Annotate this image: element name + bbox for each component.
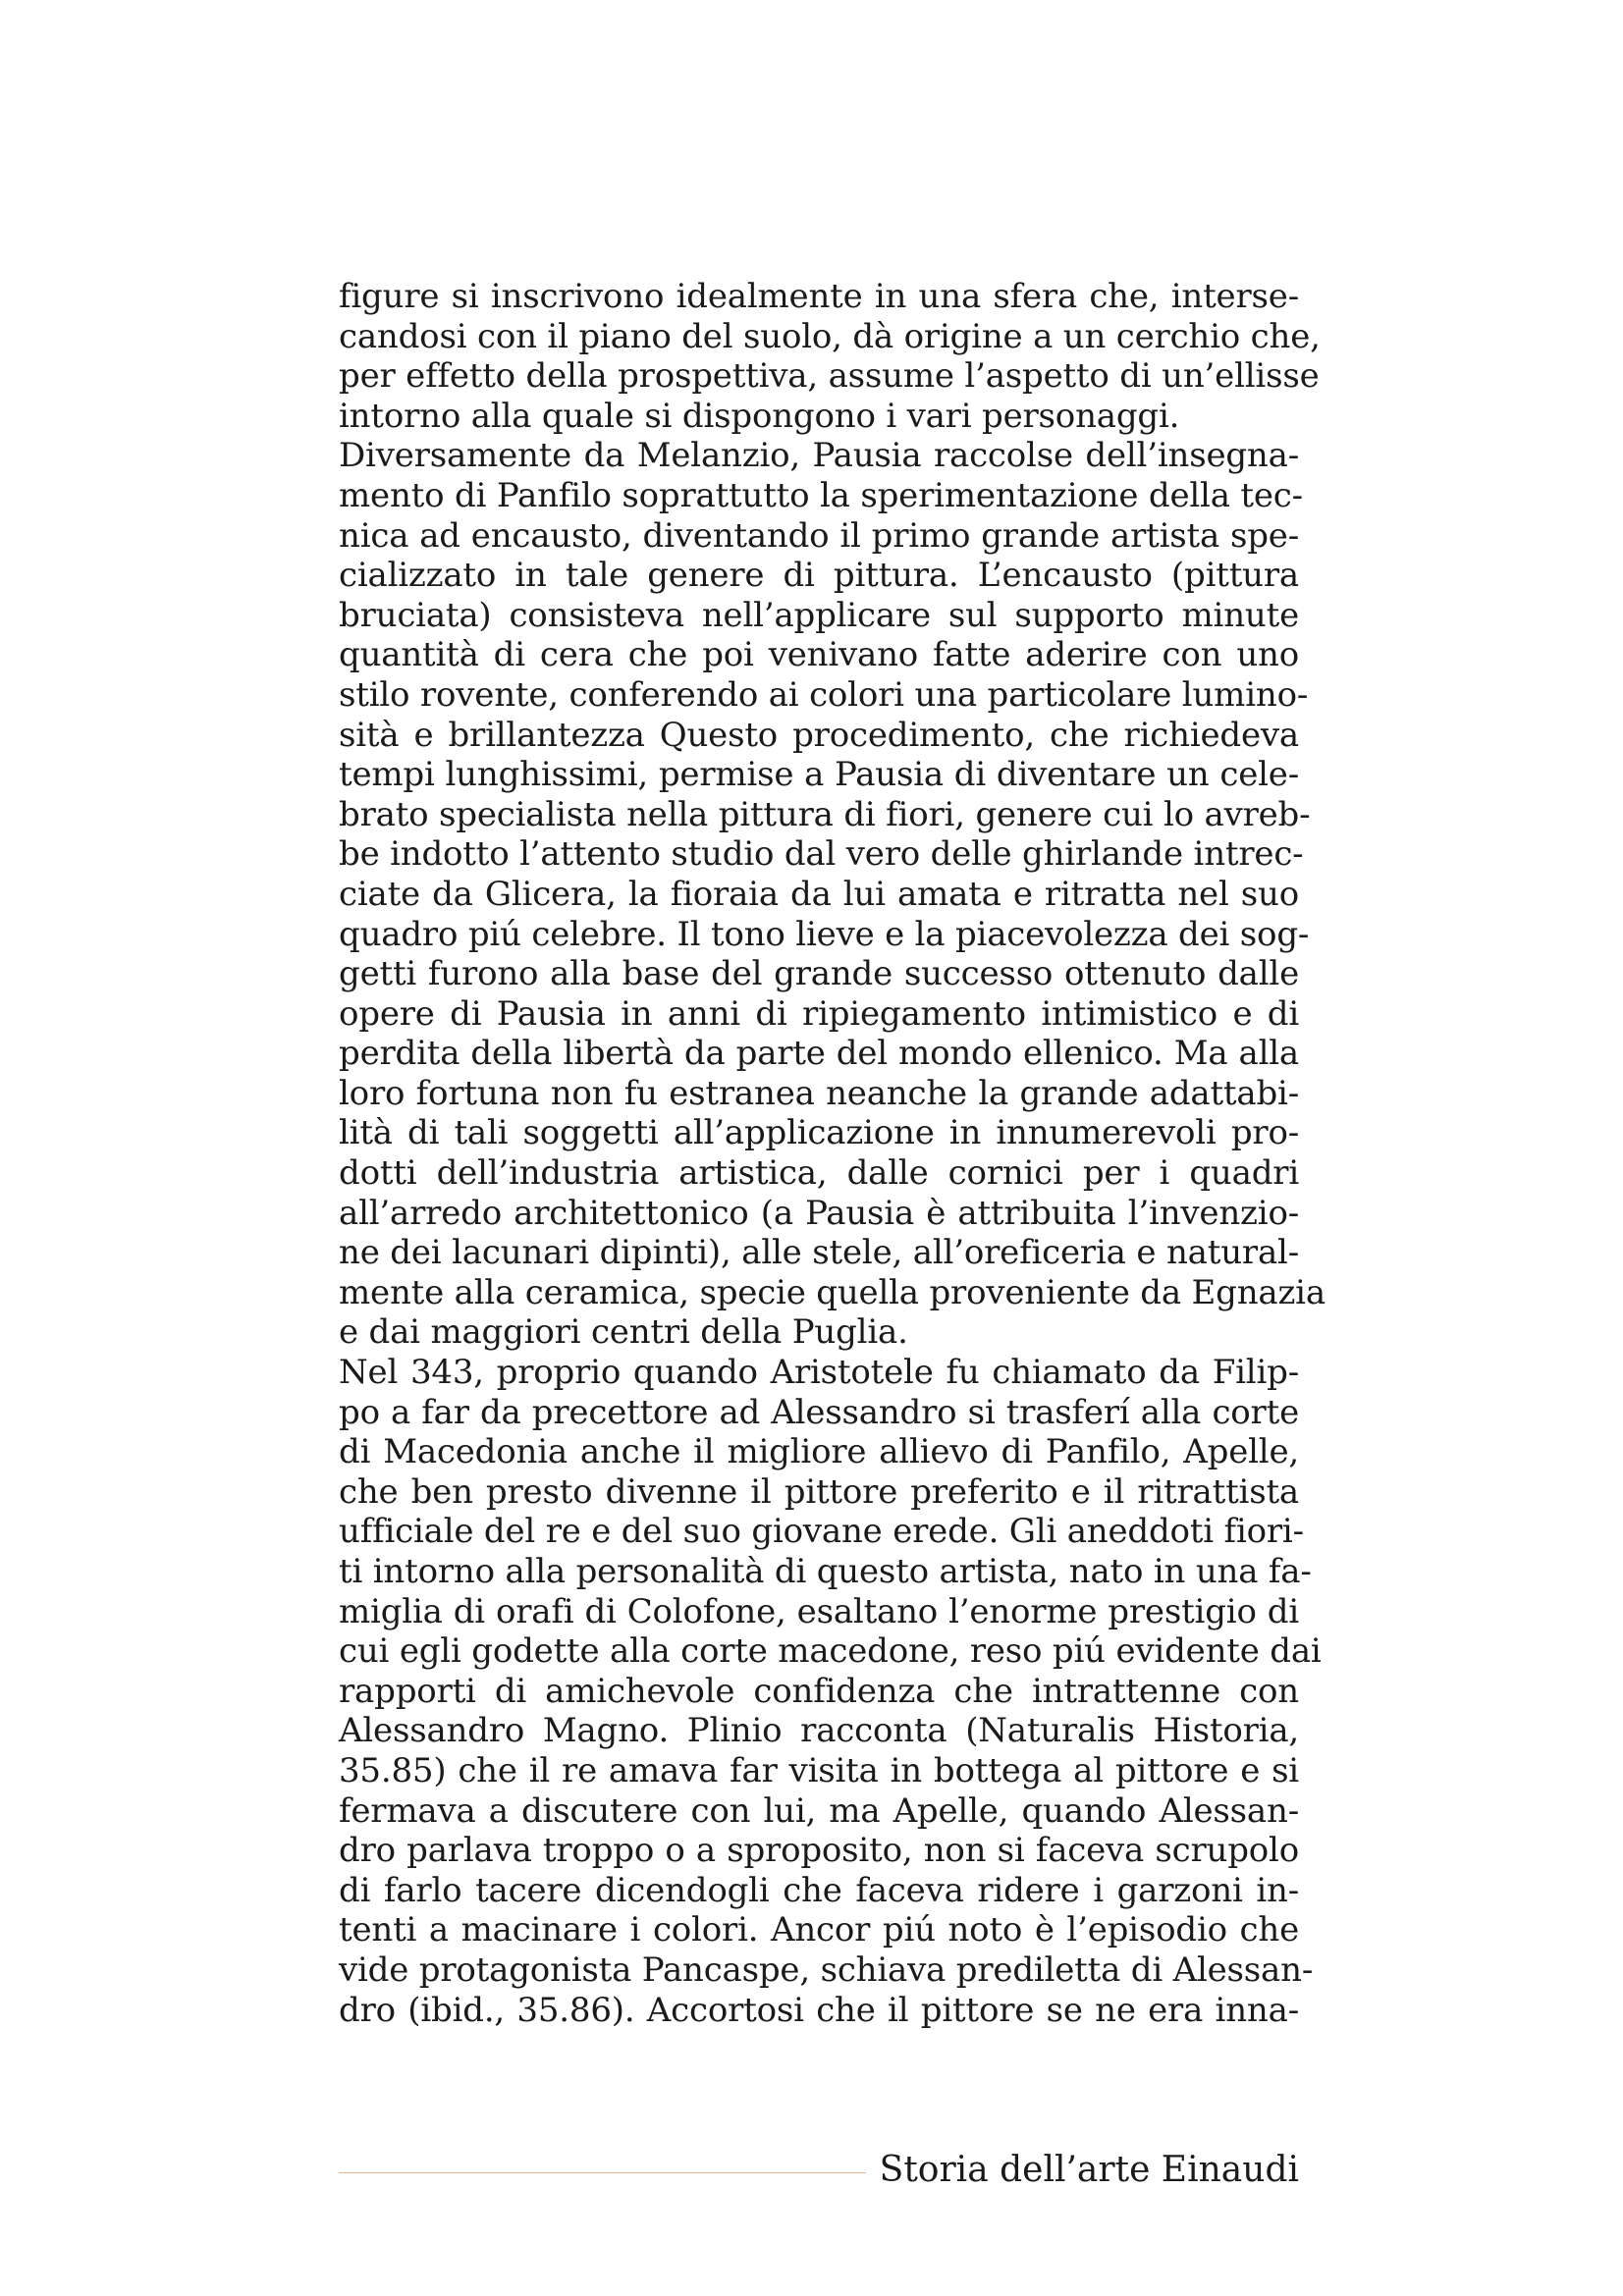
text-line: ne dei lacunari dipinti), alle stele, all’oreficeria e natural- [339, 1233, 1299, 1273]
text-line: quantità di cera che poi venivano fatte aderire con uno [339, 635, 1299, 675]
text-line: opere di Pausia in anni di ripiegamento intimistico e di [339, 993, 1299, 1034]
text-line: dotti dell’industria artistica, dalle cornici per i quadri [339, 1153, 1299, 1194]
text-line: be indotto l’attento studio dal vero delle ghirlande intrec- [339, 834, 1304, 875]
text-line: perdita della libertà da parte del mondo ellenico. Ma alla [339, 1034, 1299, 1074]
text-line: ciate da Glicera, la fioraia da lui amata e ritratta nel suo [339, 874, 1299, 914]
text-line: miglia di orafi di Colofone, esaltano l’enorme prestigio di [339, 1591, 1299, 1631]
text-line: Diversamente da Melanzio, Pausia raccolse dell’insegna- [339, 436, 1299, 476]
page-footer [339, 2146, 1299, 2195]
text-line: Alessandro Magno. Plinio racconta (Naturalis Historia, [339, 1711, 1299, 1751]
footer-title: Storia dell’arte Einaudi [879, 2150, 1299, 2190]
text-line: lità di tali soggetti all’applicazione in innumerevoli pro- [339, 1113, 1299, 1153]
text-line: candosi con il piano del suolo, dà origine a un cerchio che, [339, 316, 1321, 356]
text-line: dro (ibid., 35.86). Accortosi che il pittore se ne era inna- [339, 1990, 1299, 2030]
text-line: che ben presto divenne il pittore preferito e il ritrattista [339, 1471, 1299, 1512]
text-line: quadro piú celebre. Il tono lieve e la piacevolezza dei sog- [339, 914, 1310, 954]
paragraph-3 [339, 1353, 1322, 2030]
text-line: stilo rovente, conferendo ai colori una particolare lumino- [339, 674, 1309, 715]
text-line: nica ad encausto, diventando il primo grande artista spe- [339, 515, 1299, 556]
text-line: 35.85) che il re amava far visita in bottega al pittore e si [339, 1750, 1299, 1790]
text-line: sità e brillantezza Questo procedimento, che richiedeva [339, 715, 1299, 755]
text-line: ti intorno alla personalità di questo artista, nato in una fa- [339, 1552, 1312, 1591]
text-line: fermava a discutere con lui, ma Apelle, quando Alessan- [339, 1790, 1299, 1831]
text-line: cializzato in tale genere di pittura. L’encausto (pittura [339, 556, 1299, 596]
page-body-text [339, 277, 1325, 2030]
text-line: po a far da precettore ad Alessandro si trasferí alla corte [339, 1392, 1299, 1432]
text-line: intorno alla quale si dispongono i vari personaggi. [339, 396, 1180, 436]
text-line: di Macedonia anche il migliore allievo di Panfilo, Apelle, [339, 1432, 1299, 1472]
text-line: figure si inscrivono idealmente in una sfera che, interse- [339, 277, 1299, 316]
text-line: Nel 343, proprio quando Aristotele fu chiamato da Filip- [339, 1353, 1299, 1393]
text-line: di farlo tacere dicendogli che faceva ridere i garzoni in- [339, 1870, 1299, 1910]
text-line: bruciata) consisteva nell’applicare sul supporto minute [339, 595, 1299, 635]
paragraph-2 [339, 436, 1325, 1353]
text-line: e dai maggiori centri della Puglia. [339, 1312, 908, 1353]
text-line: vide protagonista Pancaspe, schiava prediletta di Alessan- [339, 1949, 1314, 1990]
text-line: per effetto della prospettiva, assume l’aspetto di un’ellisse [339, 356, 1320, 397]
text-line: brato specialista nella pittura di fiori, genere cui lo avreb- [339, 794, 1311, 834]
text-line: mente alla ceramica, specie quella proveniente da Egnazia [339, 1272, 1325, 1312]
text-line: ufficiale del re e del suo giovane erede. Gli aneddoti fiori- [339, 1512, 1304, 1552]
text-line: tenti a macinare i colori. Ancor piú noto è l’episodio che [339, 1910, 1299, 1950]
text-line: all’arredo architettonico (a Pausia è attribuita l’invenzio- [339, 1193, 1299, 1233]
text-line: mento di Panfilo soprattutto la sperimentazione della tec- [339, 475, 1303, 515]
text-line: cui egli godette alla corte macedone, reso piú evidente dai [339, 1631, 1322, 1672]
text-line: dro parlava troppo o a sproposito, non si faceva scrupolo [339, 1831, 1299, 1871]
text-line: rapporti di amichevole confidenza che intrattenne con [339, 1671, 1299, 1711]
text-line: tempi lunghissimi, permise a Pausia di diventare un cele- [339, 755, 1299, 795]
footer-rule [339, 2172, 866, 2173]
text-line: getti furono alla base del grande successo ottenuto dalle [339, 954, 1299, 994]
paragraph-1 [339, 277, 1321, 436]
text-line: loro fortuna non fu estranea neanche la grande adattabi- [339, 1073, 1299, 1113]
